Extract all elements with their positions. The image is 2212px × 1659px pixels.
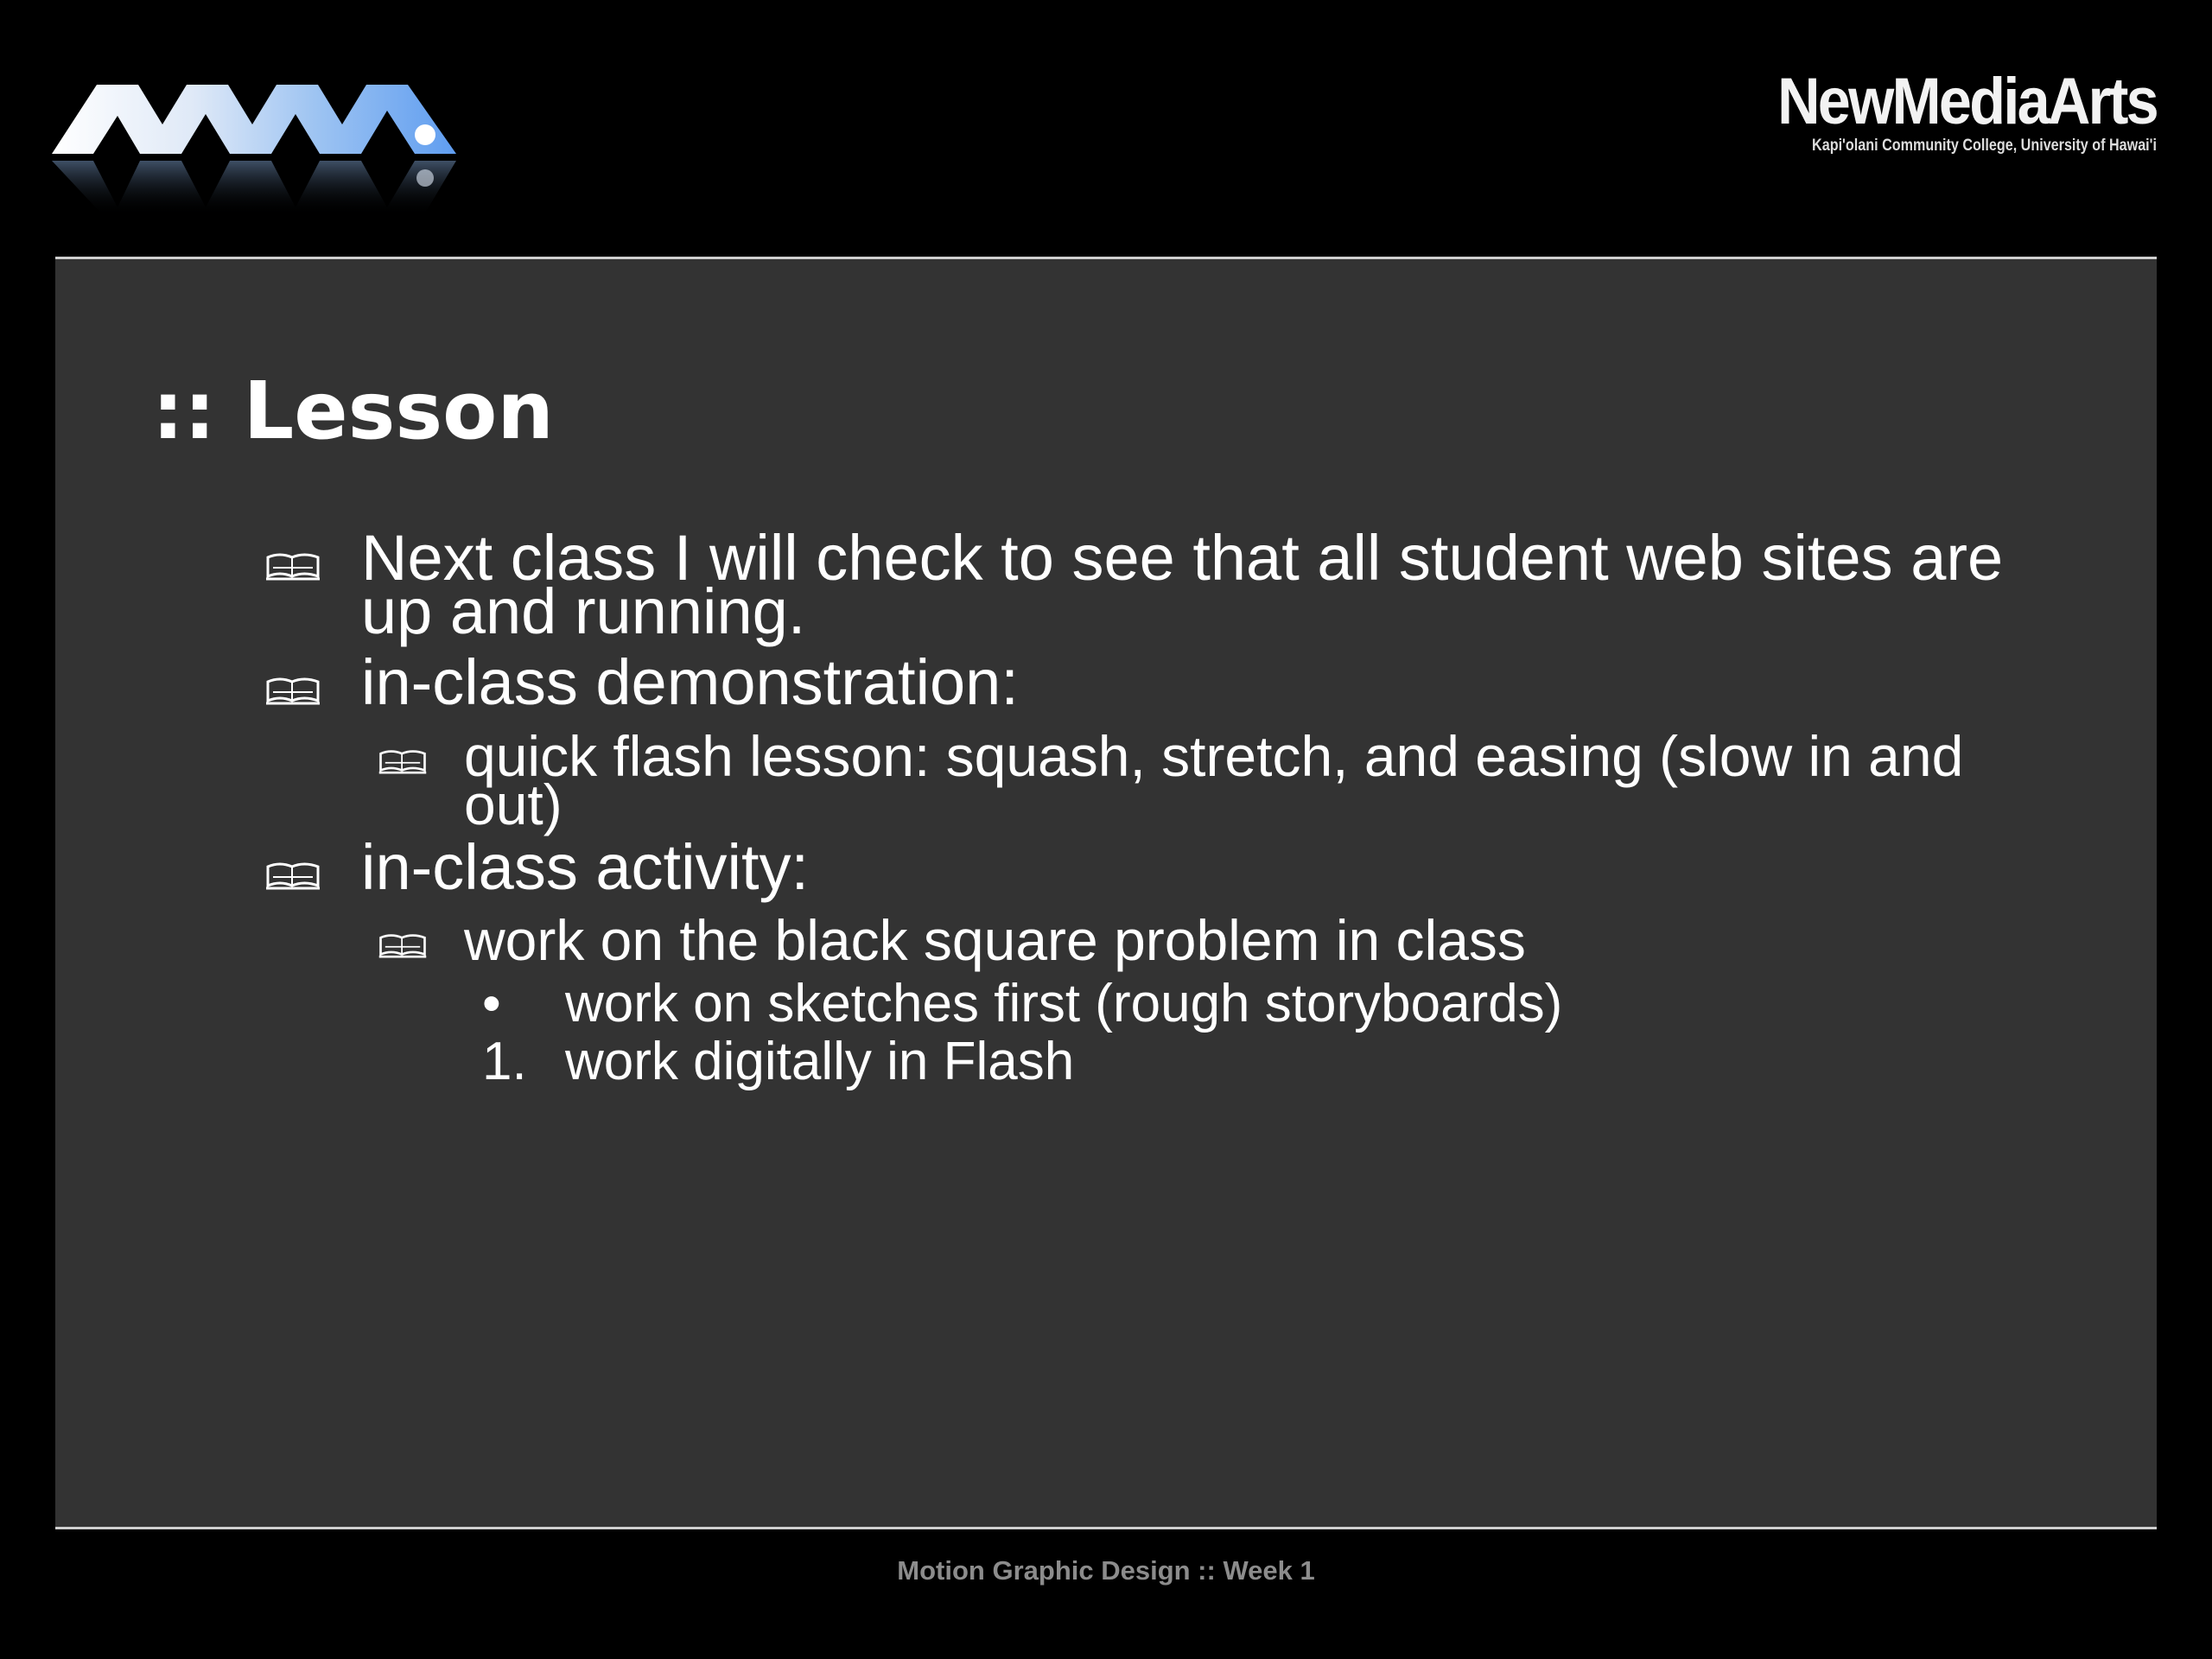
open-book-icon bbox=[264, 675, 321, 706]
bullet-marker: • bbox=[482, 974, 501, 1033]
brand-subtitle: Kapi'olani Community College, University of Hawai'i bbox=[1812, 137, 2157, 155]
footer-text: Motion Graphic Design :: Week 1 bbox=[897, 1555, 1315, 1586]
list-item bbox=[482, 1032, 2034, 1091]
list-item bbox=[482, 974, 2034, 1033]
bullet-text: work on the black square problem in class bbox=[464, 908, 1526, 972]
bullet-text: work on sketches first (rough storyboards) bbox=[565, 974, 1563, 1033]
open-book-icon bbox=[378, 747, 428, 775]
bullet-text: in-class demonstration: bbox=[361, 646, 1019, 718]
bullet-text: work digitally in Flash bbox=[565, 1032, 1075, 1091]
bullet-text: quick flash lesson: squash, stretch, and easing (slow in and out) bbox=[464, 724, 1964, 836]
number-marker: 1. bbox=[482, 1032, 527, 1091]
bullet-text: in-class activity: bbox=[361, 831, 810, 903]
bullet-item bbox=[361, 831, 2046, 903]
brand-logo bbox=[1707, 67, 2157, 156]
sub-bullet-item bbox=[464, 724, 2071, 836]
slide-title: :: Lesson bbox=[152, 365, 554, 457]
slide-content-panel bbox=[55, 257, 2157, 1529]
bullet-item bbox=[361, 646, 2046, 718]
open-book-icon bbox=[264, 550, 321, 582]
sub-bullet-item bbox=[464, 908, 2071, 972]
open-book-icon bbox=[264, 860, 321, 891]
bullet-item bbox=[361, 522, 2046, 647]
brand-name: NewMediaArts bbox=[1777, 65, 2157, 138]
bullet-text: Next class I will check to see that all student web sites are up and running. bbox=[361, 522, 2004, 647]
open-book-icon bbox=[378, 931, 428, 959]
nma-logo bbox=[52, 78, 501, 225]
